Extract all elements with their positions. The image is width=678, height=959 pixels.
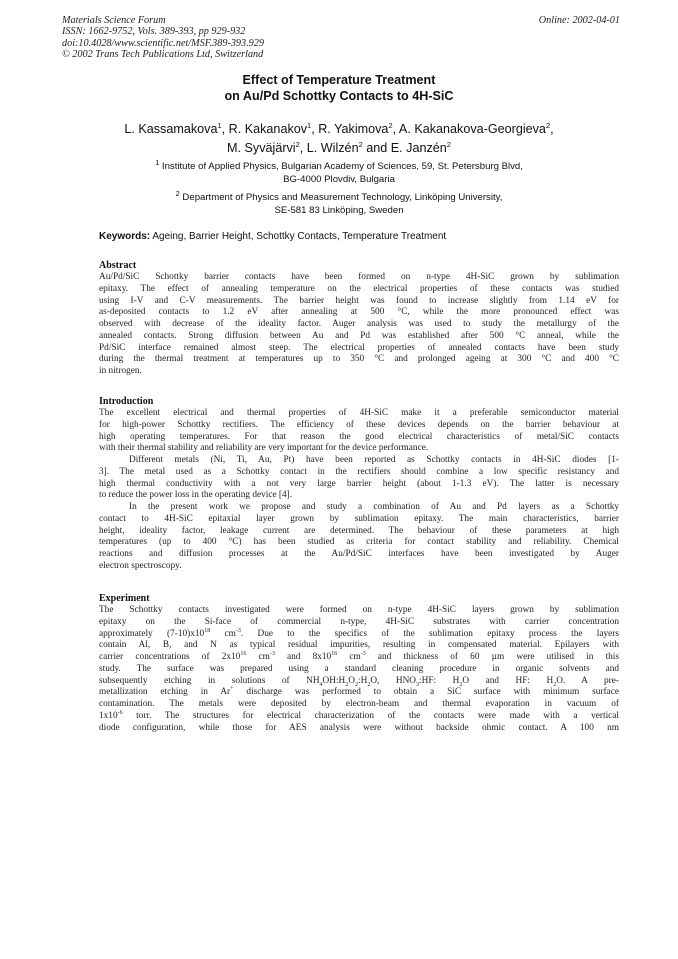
text-line: height, ideality factor, leakage current are determined. The behaviour of these parameters at high: [99, 525, 619, 536]
text-line: approximately $(7-10)x10^{18}$ $cm^{-3}$. Due to the specifics of the sublimation epitaxy process the layers: [99, 627, 619, 639]
paper-title: [0, 73, 678, 104]
issn-line: ISSN: 1662-9752, Vols. 389-393, pp 929-932: [62, 26, 246, 38]
introduction-body: [99, 408, 619, 573]
text-line: observed with decrease of the ideality factor. Auger analysis was used to study the metallurgy of the: [99, 319, 619, 329]
text-line: diode configuration, while those for AES analysis were without backside ohmic contact. A 100 nm: [99, 722, 619, 733]
affiliation-1: [0, 157, 678, 187]
text-line: for high-power Schottky rectifiers. The efficiency of these devices depends on the barrier behaviour at: [99, 419, 619, 430]
text-line: contamination. The metals were deposited by electron-beam and thermal evaporation in vacuum of: [99, 699, 619, 709]
abstract-body: [99, 272, 619, 378]
text-line: to reduce the power loss in the operating device [4].: [99, 490, 293, 501]
copyright-line: © 2002 Trans Tech Publications Ltd, Switzerland: [62, 48, 264, 60]
abstract-heading: Abstract: [99, 260, 137, 271]
text-line: temperatures (up to 400 °C) has been studied as criteria for contact stability and reliability. Chemical: [99, 537, 619, 548]
title-line-1: Effect of Temperature Treatment: [242, 73, 436, 87]
text-line: Different metals (Ni, Ti, Au, Pt) have been reported as Schottky contacts in 4H-SiC diodes [1-: [129, 455, 619, 465]
introduction-heading: Introduction: [99, 396, 154, 407]
text-line: subsequently etching in solutions of $NH_4OH:H_2O_2:H_2O$, $HNO_3:HF$: $H_2O$ and HF: $H_2O$. A pre-: [99, 675, 620, 688]
keywords: [99, 231, 619, 242]
text-line: The Schottky contacts investigated were formed on n-type 4H-SiC layers grown by sublimation: [99, 605, 619, 615]
affiliation-2-line-1: $^2$ Department of Physics and Measurement Technology, Linköping University,: [175, 189, 503, 204]
journal-name: Materials Science Forum: [62, 15, 166, 26]
doi-line: doi:10.4028/www.scientific.net/MSF.389-393.929: [62, 37, 264, 49]
authors-line-2: M. Syväjärvi$^2$, L. Wilzén$^2$ and E. Janzén$^2$: [227, 140, 451, 156]
text-line: reactions and diffusion processes at the Au/Pd/SiC interfaces have been investigated by Auger: [99, 549, 619, 559]
keywords-label: Keywords:: [99, 231, 151, 242]
text-line: metallization etching in Ar+ discharge was performed to obtain a SiC surface with minimum surface: [99, 686, 619, 698]
experiment-body: [99, 605, 619, 734]
affiliation-1-line-2: BG-4000 Plovdiv, Bulgaria: [283, 173, 395, 185]
author-list: [0, 118, 678, 156]
online-date: Online: 2002-04-01: [538, 15, 620, 26]
text-line: contact to 4H-SiC epitaxial layer grown by sublimation epitaxy. The main characteristics, barrier: [99, 513, 619, 524]
text-line: Au/Pd/SiC Schottky barrier contacts have been formed on n-type 4H-SiC grown by sublimation: [99, 272, 619, 282]
experiment-heading: Experiment: [99, 593, 150, 604]
text-line: with their thermal stability and reliability are very important for the device performance.: [99, 443, 429, 454]
affiliation-2: [0, 188, 678, 218]
text-line: using I-V and C-V measurements. The barrier height was found to increase slightly from 1.14 eV for: [99, 295, 619, 306]
text-line: The excellent electrical and thermal properties of 4H-SiC make it a preferable semiconductor material: [99, 408, 619, 418]
text-line: high thermal conductivity with a not very large barrier height (about 1-1.3 eV). The latter is necessary: [99, 478, 619, 489]
text-line: study. The surface was prepared using a standard cleaning procedure in organic solvents and: [99, 663, 619, 674]
text-line: $1x10^{-6}$ torr. The structures for electrical characterization of the contacts were made with a vertical: [99, 709, 619, 721]
affiliation-1-line-1: $^1$ Institute of Applied Physics, Bulgarian Academy of Sciences, 59, St. Petersburg Blvd,: [155, 158, 523, 173]
title-line-2: on Au/Pd Schottky Contacts to 4H-SiC: [224, 88, 454, 103]
text-line: Pd/SiC interface remained almost steep. The electrical properties of annealed contacts have been study: [99, 342, 619, 353]
affiliation-2-line-2: SE-581 83 Linköping, Sweden: [274, 204, 404, 216]
text-line: electron spectroscopy.: [99, 560, 182, 571]
text-line: In the present work we propose and study a combination of Au and Pd layers as a Schottky: [129, 502, 619, 512]
keywords-text: Ageing, Barrier Height, Schottky Contacts, Temperature Treatment: [150, 231, 447, 242]
text-line: in nitrogen.: [99, 366, 142, 376]
text-line: high operating temperatures. For that reason the good electrical characteristics of metal/SiC contacts: [99, 431, 619, 442]
journal-header: [62, 15, 264, 60]
text-line: epitaxy on the Si-face of commercial n-type, 4H-SiC substrates with carrier concentration: [99, 616, 619, 627]
text-line: annealed contacts. Strong diffusion between Au and Pd was established after 500 °C anneal, while the: [99, 330, 619, 341]
text-line: 3]. The metal used as a Schottky contact in the rectifiers should combine a low specific resistancy and: [99, 466, 619, 477]
text-line: carrier concentrations of $2x10^{16}$ $cm^{-3}$ and $8x10^{16}$ $cm^{-3}$ and thickness of 60 µm were utilised in this: [99, 650, 619, 662]
text-line: during the thermal treatment at temperatures up to 350 °C and prolonged ageing at 300 °C and 400 °C: [99, 354, 619, 365]
text-line: contain Al, B, and N as typical residual impurities, resulting in compensated material. Epilayers with: [99, 640, 619, 651]
text-line: as-deposited contacts to 1.2 eV after annealing at 500 °C, while the more pronounced effect was: [99, 307, 619, 318]
text-line: epitaxy. The effect of annealing temperature on the electrical properties of these contacts was studied: [99, 283, 619, 294]
authors-line-1: L. Kassamakova$^1$, R. Kakanakov$^1$, R. Yakimova$^2$, A. Kakanakova-Georgieva$^2$,: [124, 121, 554, 137]
